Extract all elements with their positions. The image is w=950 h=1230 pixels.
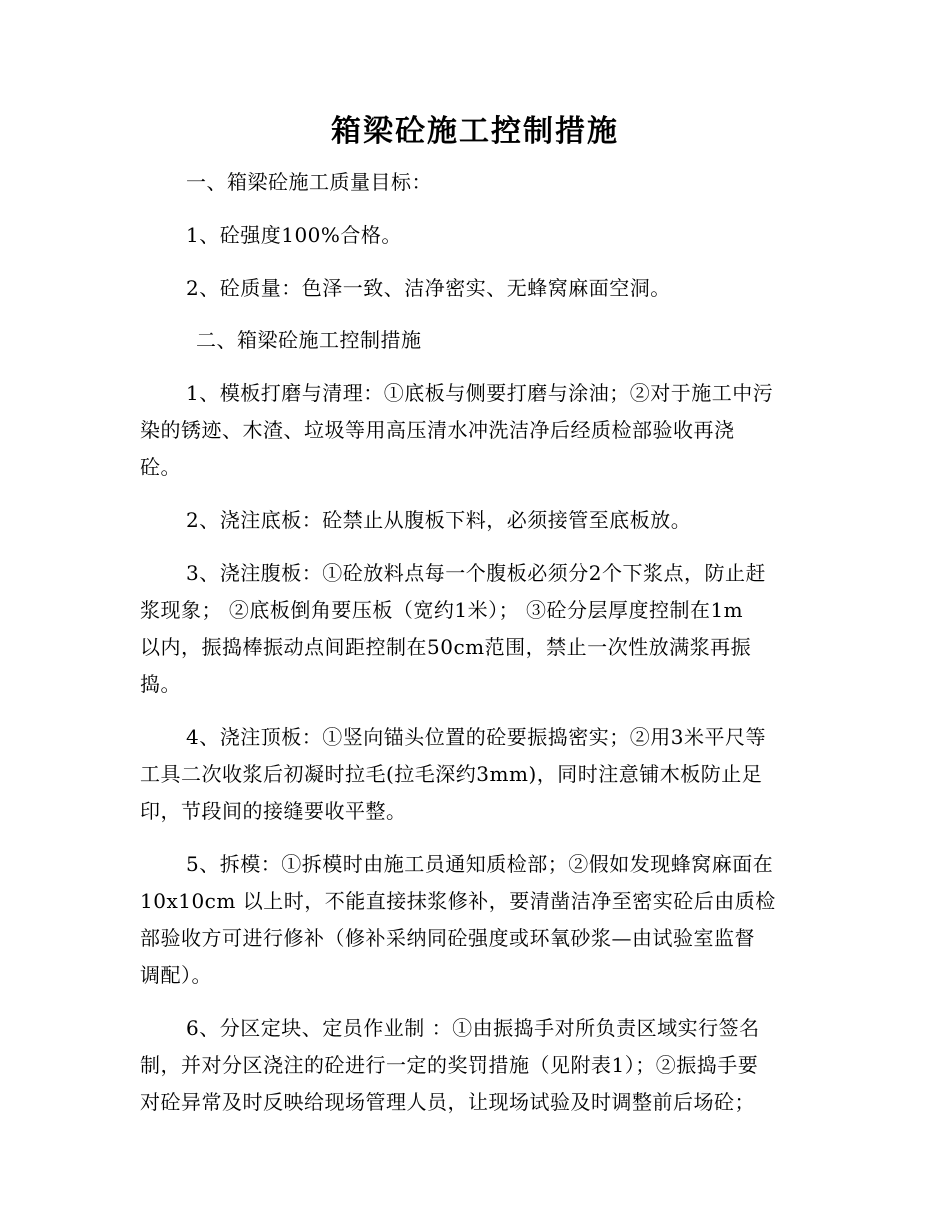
paragraph-line: 捣。 (140, 672, 181, 696)
section-heading-control-measures: 二、箱梁砼施工控制措施 (196, 328, 422, 352)
paragraph-line: 染的锈迹、木渣、垃圾等用高压清水冲洗洁净后经质检部验收再浇 (140, 418, 735, 442)
paragraph-line: 制，并对分区浇注的砼进行一定的奖罚措施（见附表1）；②振捣手要 (140, 1053, 759, 1077)
paragraph-line: 以内，振捣棒振动点间距控制在50cm范围，禁止一次性放满浆再振 (140, 635, 752, 659)
paragraph-line: 部验收方可进行修补（修补采纳同砼强度或环氧砂浆—由试验室监督 (140, 926, 755, 950)
paragraph-line: 5、拆模：①拆模时由施工员通知质检部；②假如发现蜂窝麻面在 (186, 852, 774, 876)
paragraph-line: 6、分区定块、定员作业制 ：①由振捣手对所负责区域实行签名 (186, 1016, 760, 1040)
paragraph-line: 3、浇注腹板：①砼放料点每一个腹板必须分2个下浆点，防止赶 (186, 561, 766, 585)
paragraph-line: 1、模板打磨与清理：①底板与侧要打磨与涂油；②对于施工中污 (186, 381, 774, 405)
paragraph-line: 4、浇注顶板：①竖向锚头位置的砼要振捣密实；②用3米平尺等 (186, 725, 766, 749)
paragraph-line: 2、浇注底板：砼禁止从腹板下料，必须接管至底板放。 (186, 508, 692, 532)
paragraph-line: 印，节段间的接缝要收平整。 (140, 799, 407, 823)
paragraph-line: 工具二次收浆后初凝时拉毛(拉毛深约3mm)，同时注意铺木板防止足 (140, 762, 763, 786)
section-heading-quality-goals: 一、箱梁砼施工质量目标： (186, 170, 432, 194)
paragraph-line: 2、砼质量：色泽一致、洁净密实、无蜂窝麻面空洞。 (186, 276, 671, 300)
paragraph-line: 调配）。 (140, 963, 212, 987)
document-title: 箱梁砼施工控制措施 (331, 114, 619, 149)
paragraph-line: 对砼异常及时反映给现场管理人员，让现场试验及时调整前后场砼； (140, 1090, 755, 1114)
paragraph-line: 10x10cm 以上时，不能直接抹浆修补，要清凿洁净至密实砼后由质检 (140, 889, 776, 913)
paragraph-line: 砼。 (140, 455, 181, 479)
paragraph-line: 1、砼强度100%合格。 (186, 223, 402, 247)
paragraph-line: 浆现象； ②底板倒角要压板（宽约1米）； ③砼分层厚度控制在1m (140, 598, 744, 622)
